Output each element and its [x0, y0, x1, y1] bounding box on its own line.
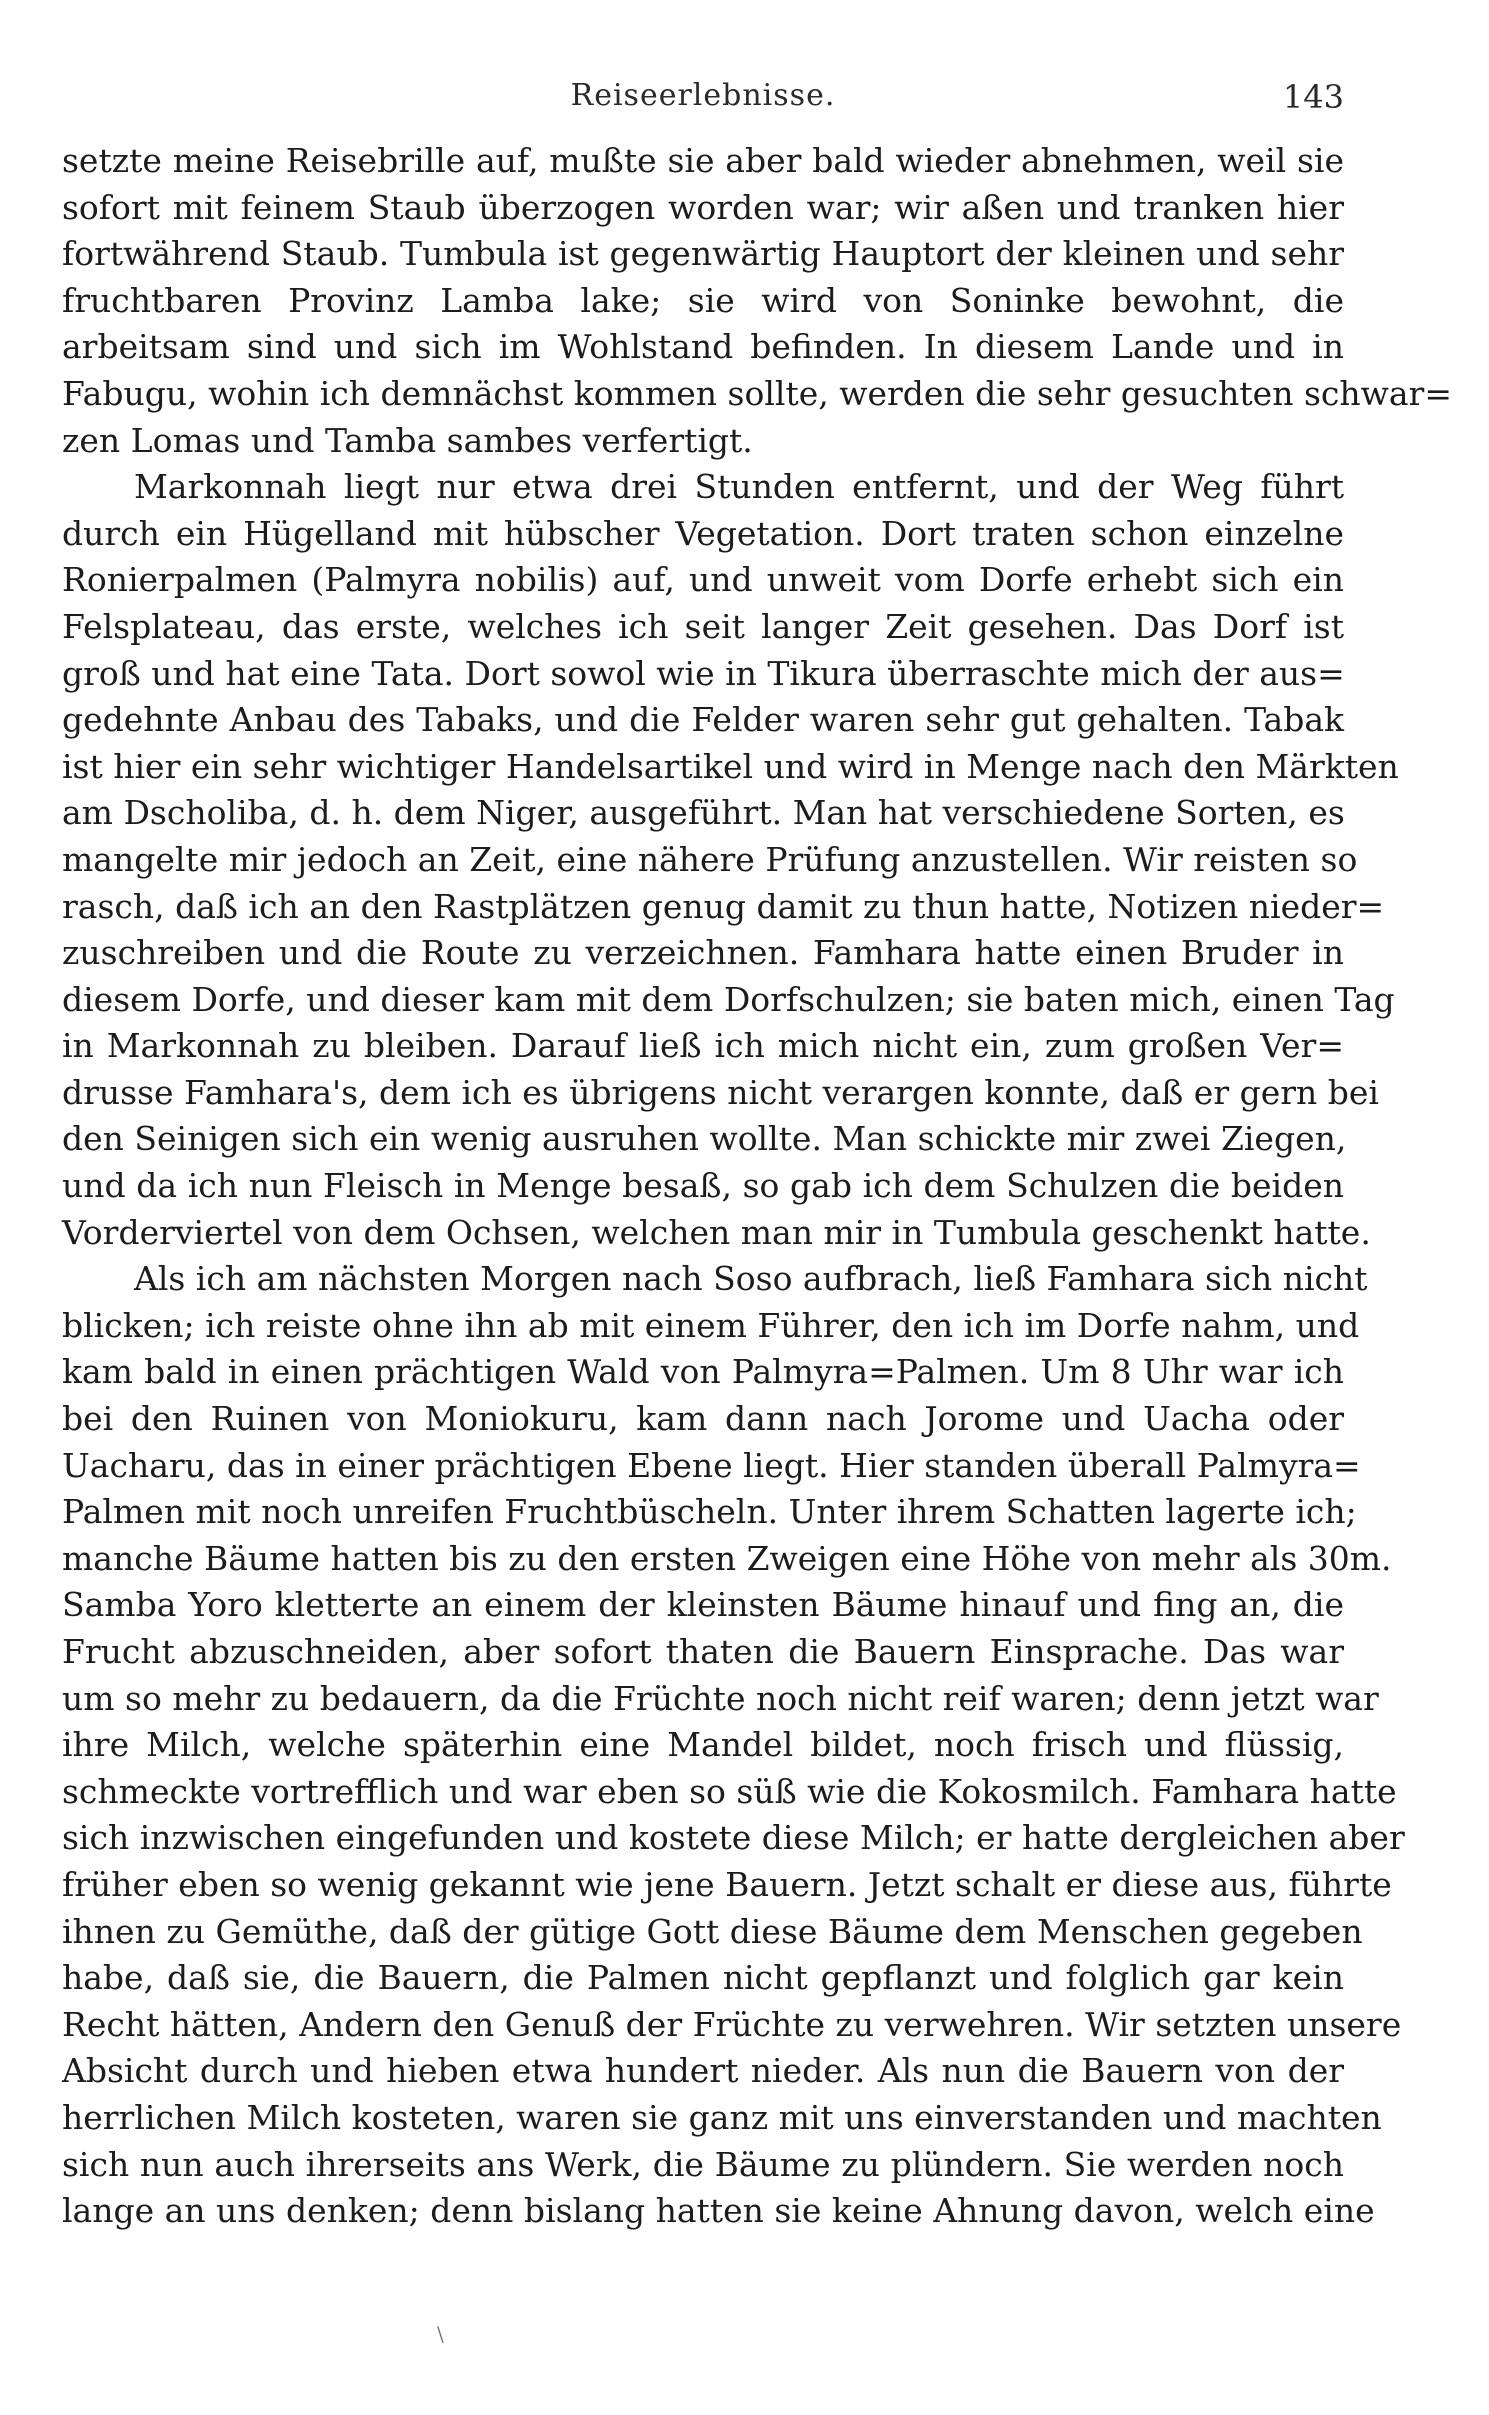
text-line: rasch, daß ich an den Rastplätzen genug damit zu thun hatte, Notizen nieder= — [62, 886, 1385, 926]
text-line: zuschreiben und die Route zu verzeichnen. Famhara hatte einen Bruder in — [62, 933, 1344, 973]
body-text — [62, 138, 1452, 2235]
text-line: früher eben so wenig gekannt wie jene Bauern. Jetzt schalt er diese aus, führte — [62, 1864, 1392, 1904]
text-line: sofort mit feinem Staub überzogen worden war; wir aßen und tranken hier — [62, 187, 1344, 227]
text-line: durch ein Hügelland mit hübscher Vegetation. Dort traten schon einzelne — [62, 513, 1344, 553]
text-line: fruchtbaren Provinz Lamba lake; sie wird von Soninke bewohnt, die — [62, 280, 1344, 320]
text-line: ihnen zu Gemüthe, daß der gütige Gott diese Bäume dem Menschen gegeben — [62, 1911, 1363, 1951]
text-line: Recht hätten, Andern den Genuß der Früchte zu verwehren. Wir setzten unsere — [62, 2004, 1402, 2044]
text-line: Vorderviertel von dem Ochsen, welchen man mir in Tumbula geschenkt hatte. — [62, 1212, 1371, 1252]
text-line: schmeckte vortrefflich und war eben so süß wie die Kokosmilch. Famhara hatte — [62, 1771, 1397, 1811]
text-line: den Seinigen sich ein wenig ausruhen wollte. Man schickte mir zwei Ziegen, — [62, 1119, 1347, 1159]
text-line: sich inzwischen eingefunden und kostete diese Milch; er hatte dergleichen aber — [62, 1818, 1405, 1858]
text-line: fortwährend Staub. Tumbula ist gegenwärtig Hauptort der kleinen und sehr — [62, 234, 1344, 274]
text-line: und da ich nun Fleisch in Menge besaß, so gab ich dem Schulzen die beiden — [62, 1166, 1344, 1206]
text-line: Samba Yoro kletterte an einem der kleinsten Bäume hinauf und fing an, die — [62, 1585, 1344, 1625]
page-header — [62, 78, 1344, 128]
text-line: drusse Famhara's, dem ich es übrigens nicht verargen konnte, daß er gern bei — [62, 1072, 1379, 1112]
text-line: sich nun auch ihrerseits ans Werk, die Bäume zu plündern. Sie werden noch — [62, 2144, 1344, 2184]
text-line: Ronierpalmen (Palmyra nobilis) auf, und unweit vom Dorfe erhebt sich ein — [62, 560, 1344, 600]
text-line: Als ich am nächsten Morgen nach Soso aufbrach, ließ Famhara sich nicht — [134, 1259, 1368, 1299]
paragraph — [62, 464, 1399, 1256]
text-line: ihre Milch, welche späterhin eine Mandel bildet, noch frisch und flüssig, — [62, 1725, 1344, 1765]
text-line: arbeitsam sind und sich im Wohlstand befinden. In diesem Lande und in — [62, 327, 1344, 367]
running-title: Reiseerlebnisse. — [570, 78, 836, 113]
text-line: ist hier ein sehr wichtiger Handelsartikel und wird in Menge nach den Märkten — [62, 746, 1399, 786]
stray-mark: \ — [437, 2322, 444, 2346]
text-line: Absicht durch und hieben etwa hundert nieder. Als nun die Bauern von der — [62, 2051, 1344, 2091]
text-line: diesem Dorfe, und dieser kam mit dem Dorfschulzen; sie baten mich, einen Tag — [62, 979, 1395, 1019]
text-line: Palmen mit noch unreifen Fruchtbüscheln. Unter ihrem Schatten lagerte ich; — [62, 1492, 1357, 1532]
text-line: Frucht abzuschneiden, aber sofort thaten die Bauern Einsprache. Das war — [62, 1632, 1344, 1671]
text-line: zen Lomas und Tamba sambes verfertigt. — [62, 420, 753, 460]
text-line: bei den Ruinen von Moniokuru, kam dann nach Jorome und Uacha oder — [62, 1399, 1344, 1439]
text-line: gedehnte Anbau des Tabaks, und die Felder waren sehr gut gehalten. Tabak — [62, 700, 1344, 740]
paragraph — [62, 138, 1452, 464]
text-line: um so mehr zu bedauern, da die Früchte noch nicht reif waren; denn jetzt war — [62, 1678, 1379, 1718]
text-line: groß und hat eine Tata. Dort sowol wie in Tikura überraschte mich der aus= — [62, 653, 1345, 693]
text-line: blicken; ich reiste ohne ihn ab mit einem Führer, den ich im Dorfe nahm, und — [62, 1305, 1360, 1345]
text-line: herrlichen Milch kosteten, waren sie ganz mit uns einverstanden und machten — [62, 2097, 1382, 2137]
text-line: mangelte mir jedoch an Zeit, eine nähere Prüfung anzustellen. Wir reisten so — [62, 839, 1358, 879]
text-line: Felsplateau, das erste, welches ich seit langer Zeit gesehen. Das Dorf ist — [62, 606, 1344, 646]
text-line: habe, daß sie, die Bauern, die Palmen nicht gepflanzt und folglich gar kein — [62, 1958, 1344, 1998]
text-line: lange an uns denken; denn bislang hatten sie keine Ahnung davon, welch eine — [62, 2191, 1375, 2231]
text-line: setzte meine Reisebrille auf, mußte sie aber bald wieder abnehmen, weil sie — [62, 141, 1344, 180]
text-line: Uacharu, das in einer prächtigen Ebene liegt. Hier standen überall Palmyra= — [62, 1445, 1361, 1485]
text-line: kam bald in einen prächtigen Wald von Palmyra=Palmen. Um 8 Uhr war ich — [62, 1352, 1344, 1392]
text-line: Markonnah liegt nur etwa drei Stunden entfernt, und der Weg führt — [134, 467, 1344, 507]
paragraph — [62, 1256, 1405, 2234]
text-line: Fabugu, wohin ich demnächst kommen sollte, werden die sehr gesuchten schwar= — [62, 373, 1452, 413]
page-number: 143 — [1282, 78, 1344, 116]
text-line: in Markonnah zu bleiben. Darauf ließ ich mich nicht ein, zum großen Ver= — [62, 1026, 1344, 1066]
text-line: manche Bäume hatten bis zu den ersten Zweigen eine Höhe von mehr als 30m. — [62, 1538, 1392, 1578]
text-line: am Dscholiba, d. h. dem Niger, ausgeführt. Man hat verschiedene Sorten, es — [62, 793, 1345, 833]
